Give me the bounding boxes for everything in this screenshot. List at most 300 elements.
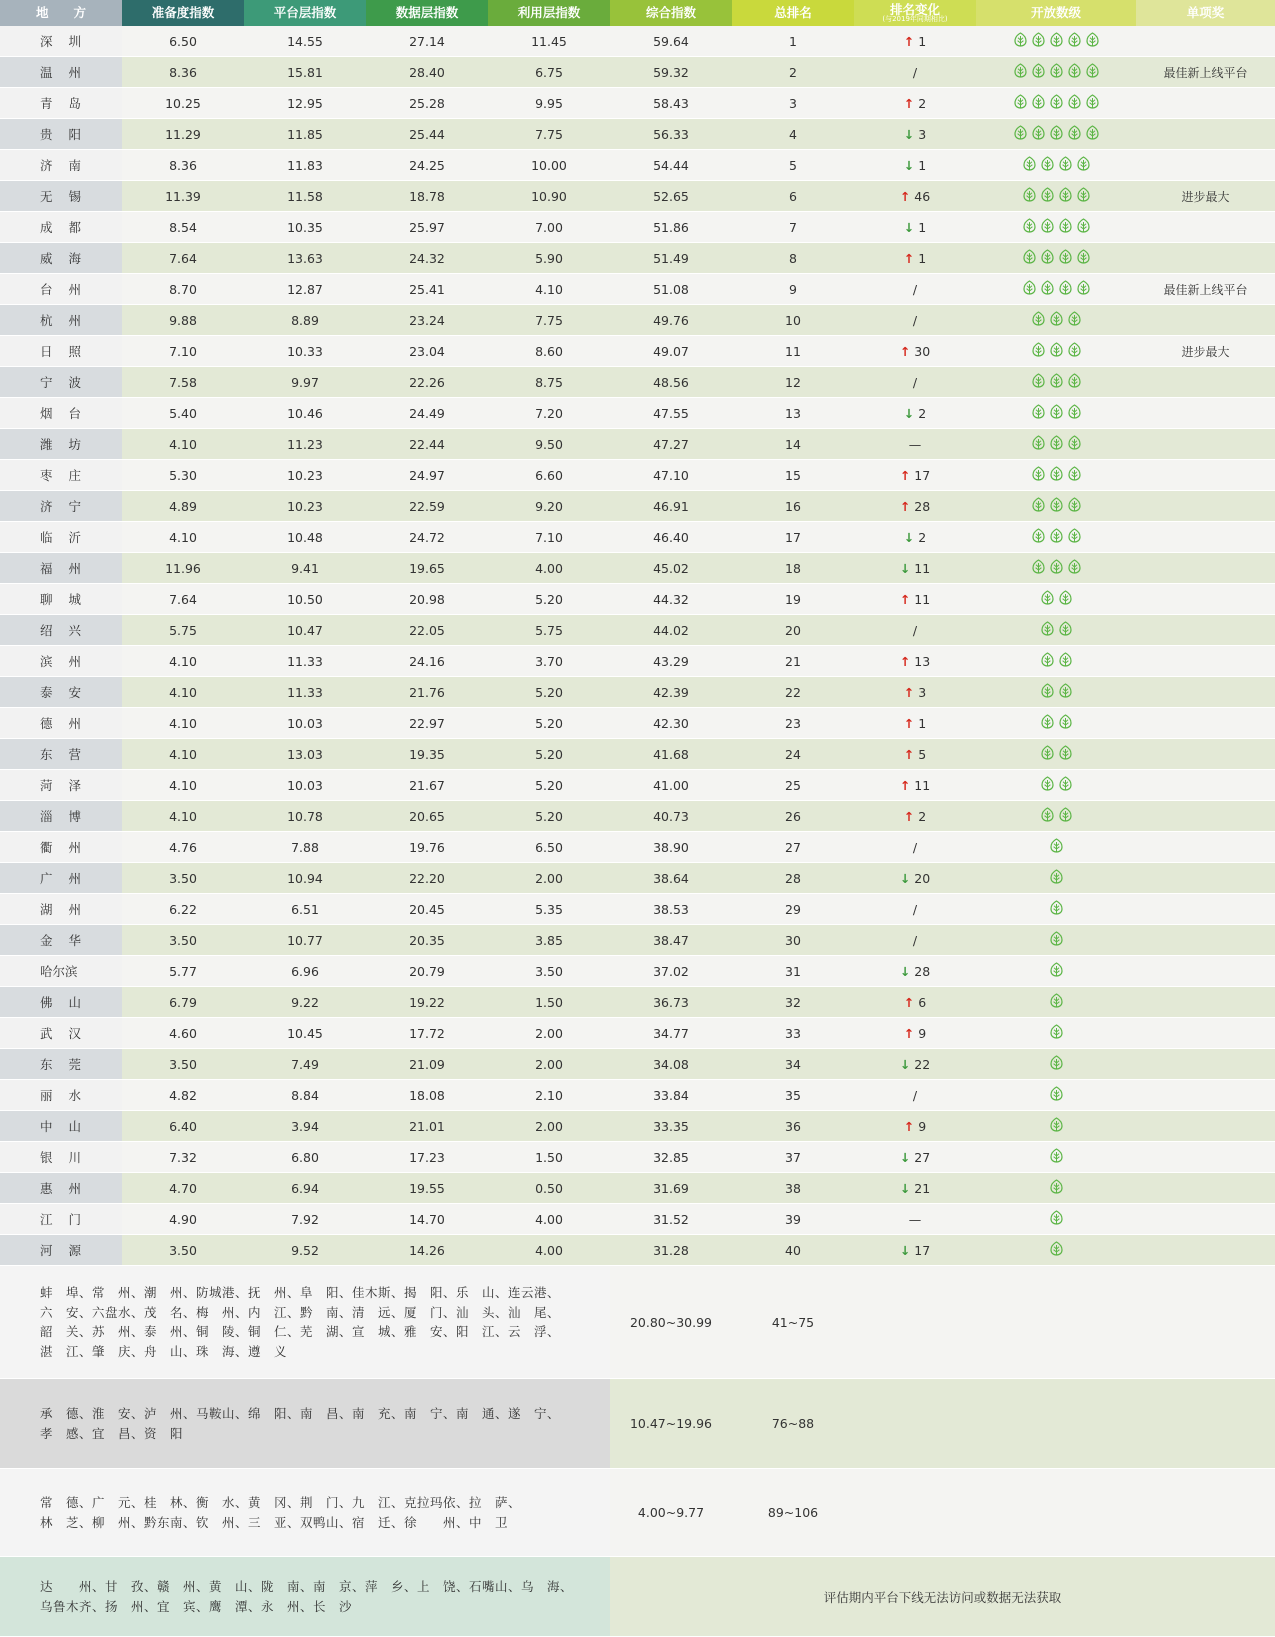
total-index: 41.00	[610, 770, 732, 801]
data-index: 25.28	[366, 88, 488, 119]
open-level	[976, 212, 1136, 243]
city-name: 潍坊	[0, 429, 122, 460]
data-index: 27.14	[366, 26, 488, 57]
total-index: 34.08	[610, 1049, 732, 1080]
prep-index: 4.10	[122, 739, 244, 770]
group-empty	[854, 1266, 976, 1379]
award	[1136, 1204, 1275, 1235]
leaf-icon	[1049, 94, 1064, 109]
leaf-rating	[1040, 652, 1073, 667]
platform-index: 6.51	[244, 894, 366, 925]
usage-index: 6.60	[488, 460, 610, 491]
overall-rank: 40	[732, 1235, 854, 1266]
award	[1136, 708, 1275, 739]
change-value: /	[912, 901, 918, 917]
leaf-icon	[1058, 652, 1073, 667]
arrow-down-icon: ↓	[903, 219, 915, 235]
change-value: 3	[918, 684, 927, 700]
arrow-up-icon: ↑	[899, 653, 911, 669]
arrow-up-icon: ↑	[903, 808, 915, 824]
city-name: 深圳	[0, 26, 122, 57]
total-index: 38.47	[610, 925, 732, 956]
usage-index: 2.00	[488, 1111, 610, 1142]
total-index: 46.91	[610, 491, 732, 522]
arrow-up-icon: ↑	[903, 746, 915, 762]
overall-rank: 13	[732, 398, 854, 429]
overall-rank: 6	[732, 181, 854, 212]
leaf-icon	[1058, 590, 1073, 605]
usage-index: 6.50	[488, 832, 610, 863]
city-name: 日照	[0, 336, 122, 367]
leaf-icon	[1013, 94, 1028, 109]
prep-index: 7.32	[122, 1142, 244, 1173]
table-row	[0, 739, 1275, 770]
leaf-rating	[1049, 1055, 1064, 1070]
change-value: 1	[918, 715, 927, 731]
group-city-line: 蚌 埠、常 州、潮 州、防城港、抚 州、阜 阳、佳木斯、揭 阳、乐 山、连云港、	[40, 1285, 561, 1300]
change-value: 2	[918, 808, 927, 824]
leaf-rating	[1040, 714, 1073, 729]
city-name: 河源	[0, 1235, 122, 1266]
change-value: 22	[914, 1056, 931, 1072]
arrow-up-icon: ↑	[903, 33, 915, 49]
header-award: 单项奖	[1136, 0, 1275, 26]
overall-rank: 19	[732, 584, 854, 615]
header-level: 开放数级	[976, 0, 1136, 26]
overall-rank: 10	[732, 305, 854, 336]
open-level	[976, 1235, 1136, 1266]
leaf-icon	[1031, 528, 1046, 543]
leaf-icon	[1049, 125, 1064, 140]
leaf-icon	[1067, 94, 1082, 109]
rank-change	[854, 243, 976, 274]
arrow-up-icon: ↑	[903, 1025, 915, 1041]
usage-index: 9.20	[488, 491, 610, 522]
change-value: 1	[918, 250, 927, 266]
usage-index: 5.20	[488, 770, 610, 801]
change-value: 17	[914, 1242, 931, 1258]
leaf-icon	[1067, 404, 1082, 419]
usage-index: 5.90	[488, 243, 610, 274]
leaf-icon	[1049, 931, 1064, 946]
total-index: 47.10	[610, 460, 732, 491]
city-name: 德州	[0, 708, 122, 739]
prep-index: 5.30	[122, 460, 244, 491]
award	[1136, 894, 1275, 925]
rank-change	[854, 1235, 976, 1266]
overall-rank: 31	[732, 956, 854, 987]
total-index: 42.39	[610, 677, 732, 708]
data-index: 19.22	[366, 987, 488, 1018]
total-index: 56.33	[610, 119, 732, 150]
overall-rank: 1	[732, 26, 854, 57]
prep-index: 6.22	[122, 894, 244, 925]
table-row	[0, 956, 1275, 987]
rank-change	[854, 956, 976, 987]
overall-rank: 25	[732, 770, 854, 801]
group-note: 评估期内平台下线无法访问或数据无法获取	[610, 1557, 1275, 1637]
data-index: 14.70	[366, 1204, 488, 1235]
leaf-icon	[1040, 621, 1055, 636]
platform-index: 6.94	[244, 1173, 366, 1204]
prep-index: 3.50	[122, 1235, 244, 1266]
data-index: 18.08	[366, 1080, 488, 1111]
usage-index: 2.10	[488, 1080, 610, 1111]
arrow-down-icon: ↓	[899, 1056, 911, 1072]
leaf-rating	[1013, 125, 1100, 140]
city-name: 温州	[0, 57, 122, 88]
change-value: 6	[918, 994, 927, 1010]
leaf-icon	[1049, 1241, 1064, 1256]
award	[1136, 1049, 1275, 1080]
city-name: 临沂	[0, 522, 122, 553]
award	[1136, 1235, 1275, 1266]
table-row	[0, 429, 1275, 460]
table-row	[0, 894, 1275, 925]
usage-index: 2.00	[488, 863, 610, 894]
open-level	[976, 801, 1136, 832]
arrow-down-icon: ↓	[903, 529, 915, 545]
group-row	[0, 1557, 1275, 1637]
prep-index: 4.10	[122, 708, 244, 739]
prep-index: 4.82	[122, 1080, 244, 1111]
leaf-rating	[1049, 993, 1064, 1008]
total-index: 52.65	[610, 181, 732, 212]
leaf-icon	[1049, 869, 1064, 884]
usage-index: 4.10	[488, 274, 610, 305]
change-value: 11	[914, 560, 931, 576]
city-name: 济南	[0, 150, 122, 181]
data-index: 23.04	[366, 336, 488, 367]
leaf-icon	[1049, 342, 1064, 357]
rank-change	[854, 615, 976, 646]
open-level	[976, 367, 1136, 398]
table-row	[0, 801, 1275, 832]
award	[1136, 553, 1275, 584]
award	[1136, 119, 1275, 150]
table-row	[0, 305, 1275, 336]
rank-change	[854, 150, 976, 181]
prep-index: 4.70	[122, 1173, 244, 1204]
leaf-rating	[1022, 218, 1091, 233]
total-index: 51.49	[610, 243, 732, 274]
data-index: 22.59	[366, 491, 488, 522]
prep-index: 11.39	[122, 181, 244, 212]
prep-index: 11.29	[122, 119, 244, 150]
leaf-icon	[1058, 621, 1073, 636]
table-row	[0, 336, 1275, 367]
open-level	[976, 522, 1136, 553]
prep-index: 4.10	[122, 429, 244, 460]
group-empty	[854, 1469, 976, 1557]
city-name: 成都	[0, 212, 122, 243]
rank-change	[854, 1080, 976, 1111]
city-name: 绍兴	[0, 615, 122, 646]
arrow-down-icon: ↓	[903, 405, 915, 421]
usage-index: 5.20	[488, 708, 610, 739]
group-city-line: 湛 江、肇 庆、舟 山、珠 海、遵 义	[40, 1343, 288, 1359]
rank-change	[854, 1173, 976, 1204]
platform-index: 9.41	[244, 553, 366, 584]
open-level	[976, 274, 1136, 305]
leaf-rating	[1049, 1148, 1064, 1163]
rank-change	[854, 925, 976, 956]
open-level	[976, 305, 1136, 336]
platform-index: 12.95	[244, 88, 366, 119]
platform-index: 10.46	[244, 398, 366, 429]
group-city-line: 韶 关、苏 州、泰 州、铜 陵、铜 仁、芜 湖、宣 城、雅 安、阳 江、云 浮、	[40, 1324, 561, 1339]
rank-change	[854, 677, 976, 708]
city-name: 佛山	[0, 987, 122, 1018]
award	[1136, 863, 1275, 894]
open-level	[976, 1080, 1136, 1111]
usage-index: 10.90	[488, 181, 610, 212]
arrow-up-icon: ↑	[899, 498, 911, 514]
change-value: 5	[918, 746, 927, 762]
header-prep: 准备度指数	[122, 0, 244, 26]
prep-index: 4.76	[122, 832, 244, 863]
leaf-icon	[1049, 373, 1064, 388]
leaf-icon	[1031, 466, 1046, 481]
group-rank-range: 41~75	[732, 1266, 854, 1379]
rank-change	[854, 336, 976, 367]
leaf-rating	[1040, 683, 1073, 698]
prep-index: 7.64	[122, 243, 244, 274]
overall-rank: 27	[732, 832, 854, 863]
table-row	[0, 832, 1275, 863]
prep-index: 8.36	[122, 57, 244, 88]
table-row	[0, 1142, 1275, 1173]
total-index: 31.69	[610, 1173, 732, 1204]
header-row	[0, 0, 1275, 26]
usage-index: 3.70	[488, 646, 610, 677]
open-level	[976, 336, 1136, 367]
open-level	[976, 398, 1136, 429]
platform-index: 10.47	[244, 615, 366, 646]
city-name: 淄博	[0, 801, 122, 832]
total-index: 40.73	[610, 801, 732, 832]
total-index: 33.35	[610, 1111, 732, 1142]
usage-index: 9.95	[488, 88, 610, 119]
overall-rank: 38	[732, 1173, 854, 1204]
total-index: 49.76	[610, 305, 732, 336]
rank-change	[854, 305, 976, 336]
city-name: 济宁	[0, 491, 122, 522]
leaf-icon	[1049, 435, 1064, 450]
leaf-icon	[1040, 745, 1055, 760]
leaf-icon	[1049, 900, 1064, 915]
change-value: 28	[914, 963, 931, 979]
leaf-rating	[1031, 373, 1082, 388]
platform-index: 10.78	[244, 801, 366, 832]
arrow-up-icon: ↑	[899, 777, 911, 793]
platform-index: 10.23	[244, 460, 366, 491]
leaf-icon	[1040, 714, 1055, 729]
table-row	[0, 150, 1275, 181]
overall-rank: 39	[732, 1204, 854, 1235]
open-level	[976, 646, 1136, 677]
overall-rank: 33	[732, 1018, 854, 1049]
data-index: 20.98	[366, 584, 488, 615]
total-index: 44.32	[610, 584, 732, 615]
usage-index: 7.00	[488, 212, 610, 243]
arrow-down-icon: ↓	[899, 1242, 911, 1258]
group-cities	[0, 1266, 610, 1379]
change-value: 1	[918, 157, 927, 173]
usage-index: 5.20	[488, 677, 610, 708]
arrow-up-icon: ↑	[899, 343, 911, 359]
data-index: 20.35	[366, 925, 488, 956]
data-index: 24.16	[366, 646, 488, 677]
leaf-icon	[1049, 1179, 1064, 1194]
leaf-icon	[1067, 373, 1082, 388]
arrow-up-icon: ↑	[899, 188, 911, 204]
rank-change	[854, 367, 976, 398]
prep-index: 5.77	[122, 956, 244, 987]
platform-index: 7.49	[244, 1049, 366, 1080]
table-row	[0, 243, 1275, 274]
table-row	[0, 615, 1275, 646]
leaf-icon	[1022, 280, 1037, 295]
leaf-rating	[1049, 900, 1064, 915]
data-index: 24.72	[366, 522, 488, 553]
data-index: 25.97	[366, 212, 488, 243]
prep-index: 4.10	[122, 646, 244, 677]
overall-rank: 26	[732, 801, 854, 832]
prep-index: 4.10	[122, 522, 244, 553]
prep-index: 3.50	[122, 863, 244, 894]
data-index: 28.40	[366, 57, 488, 88]
leaf-icon	[1031, 342, 1046, 357]
leaf-icon	[1031, 497, 1046, 512]
total-index: 38.90	[610, 832, 732, 863]
usage-index: 5.20	[488, 739, 610, 770]
table-row	[0, 925, 1275, 956]
arrow-up-icon: ↑	[903, 95, 915, 111]
overall-rank: 21	[732, 646, 854, 677]
rank-change	[854, 553, 976, 584]
table-row	[0, 770, 1275, 801]
leaf-icon	[1049, 1086, 1064, 1101]
prep-index: 8.54	[122, 212, 244, 243]
usage-index: 5.20	[488, 584, 610, 615]
group-rank-range: 76~88	[732, 1379, 854, 1469]
change-value: 30	[914, 343, 931, 359]
table-row	[0, 1204, 1275, 1235]
award	[1136, 1018, 1275, 1049]
open-level	[976, 1204, 1136, 1235]
overall-rank: 2	[732, 57, 854, 88]
overall-rank: 35	[732, 1080, 854, 1111]
leaf-rating	[1049, 1024, 1064, 1039]
open-level	[976, 1049, 1136, 1080]
leaf-icon	[1067, 311, 1082, 326]
group-city-line: 孝 感、宜 昌、资 阳	[40, 1425, 184, 1441]
award	[1136, 925, 1275, 956]
platform-index: 11.33	[244, 677, 366, 708]
group-empty	[854, 1379, 976, 1469]
open-level	[976, 708, 1136, 739]
leaf-icon	[1067, 342, 1082, 357]
header-change	[854, 0, 976, 26]
group-empty	[1136, 1266, 1275, 1379]
rank-change	[854, 646, 976, 677]
data-index: 21.09	[366, 1049, 488, 1080]
leaf-icon	[1067, 63, 1082, 78]
arrow-up-icon: ↑	[899, 591, 911, 607]
prep-index: 9.88	[122, 305, 244, 336]
leaf-rating	[1031, 311, 1082, 326]
usage-index: 8.75	[488, 367, 610, 398]
award	[1136, 1111, 1275, 1142]
leaf-icon	[1013, 125, 1028, 140]
leaf-rating	[1031, 435, 1082, 450]
arrow-down-icon: ↓	[899, 1149, 911, 1165]
prep-index: 6.50	[122, 26, 244, 57]
prep-index: 3.50	[122, 1049, 244, 1080]
total-index: 51.86	[610, 212, 732, 243]
header-city: 地 方	[0, 0, 122, 26]
arrow-up-icon: ↑	[903, 715, 915, 731]
table-row	[0, 1080, 1275, 1111]
data-index: 22.97	[366, 708, 488, 739]
group-row	[0, 1266, 1275, 1379]
open-level	[976, 26, 1136, 57]
total-index: 49.07	[610, 336, 732, 367]
total-index: 31.28	[610, 1235, 732, 1266]
data-index: 20.79	[366, 956, 488, 987]
platform-index: 11.33	[244, 646, 366, 677]
table-row	[0, 584, 1275, 615]
prep-index: 8.70	[122, 274, 244, 305]
platform-index: 9.97	[244, 367, 366, 398]
platform-index: 10.77	[244, 925, 366, 956]
city-name: 福州	[0, 553, 122, 584]
leaf-icon	[1058, 807, 1073, 822]
city-name: 广州	[0, 863, 122, 894]
usage-index: 7.20	[488, 398, 610, 429]
usage-index: 9.50	[488, 429, 610, 460]
group-index-range: 10.47~19.96	[610, 1379, 732, 1469]
leaf-icon	[1031, 94, 1046, 109]
data-index: 19.76	[366, 832, 488, 863]
leaf-icon	[1058, 776, 1073, 791]
leaf-icon	[1058, 745, 1073, 760]
platform-index: 10.03	[244, 770, 366, 801]
leaf-icon	[1022, 156, 1037, 171]
award	[1136, 832, 1275, 863]
usage-index: 2.00	[488, 1018, 610, 1049]
ranking-rows	[0, 26, 1275, 1266]
leaf-icon	[1076, 156, 1091, 171]
leaf-icon	[1049, 993, 1064, 1008]
total-index: 59.32	[610, 57, 732, 88]
group-empty	[976, 1469, 1136, 1557]
header-change-note: (与2019年同期相比)	[882, 15, 948, 24]
usage-index: 3.85	[488, 925, 610, 956]
award	[1136, 770, 1275, 801]
platform-index: 11.23	[244, 429, 366, 460]
table-row	[0, 677, 1275, 708]
change-value: /	[912, 1087, 918, 1103]
table-row	[0, 863, 1275, 894]
leaf-icon	[1049, 1117, 1064, 1132]
table-row	[0, 181, 1275, 212]
leaf-icon	[1058, 218, 1073, 233]
usage-index: 5.35	[488, 894, 610, 925]
data-index: 24.25	[366, 150, 488, 181]
total-index: 34.77	[610, 1018, 732, 1049]
